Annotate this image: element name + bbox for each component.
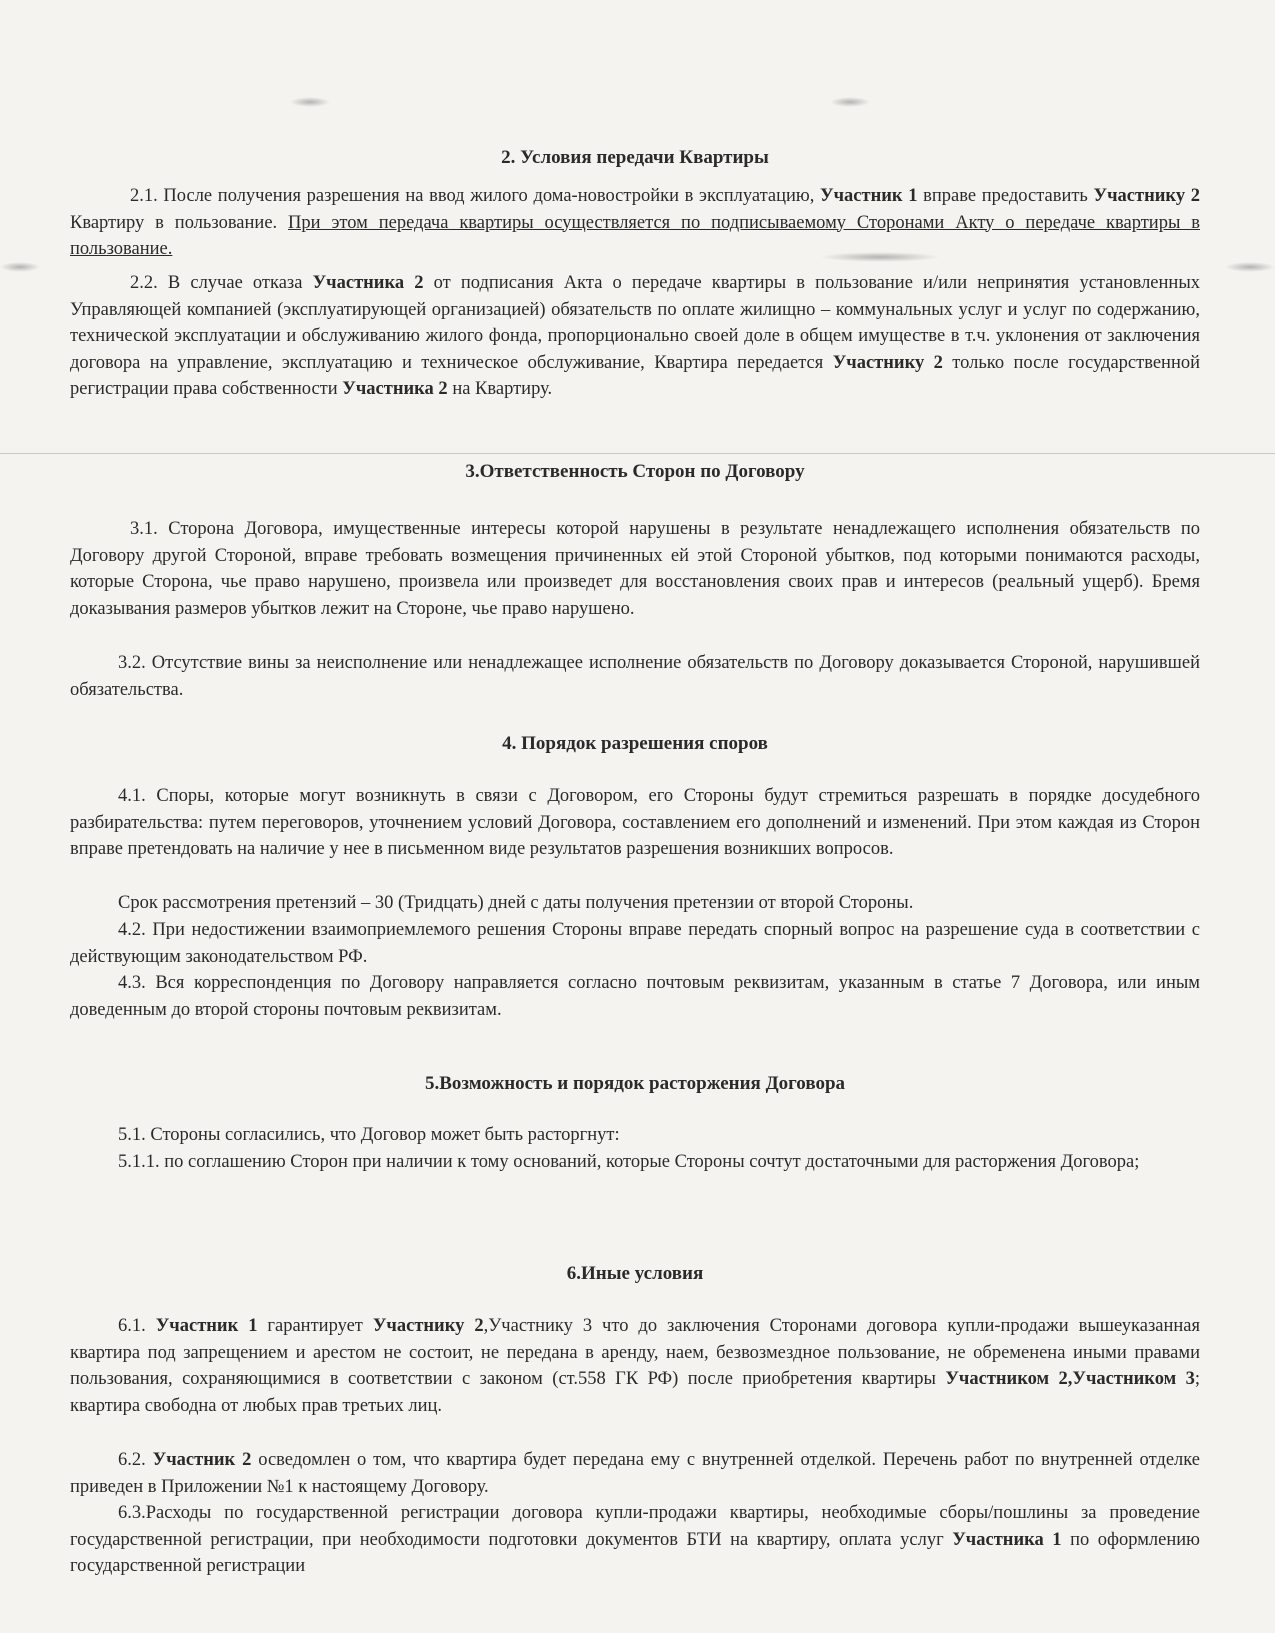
- clause-text: вправе предоставить: [917, 186, 1094, 206]
- section-3-heading: 3.Ответственность Сторон по Договору: [465, 461, 805, 482]
- section-2-heading: 2. Условия передачи Квартиры: [501, 147, 769, 168]
- clause-4-2: 4.2. При недостижении взаимоприемлемого решения Стороны вправе передать спорный вопрос на разрешение суда в соответствии с действующим законодательством РФ.: [70, 920, 1200, 967]
- clause-text: 2.1. После получения разрешения на ввод жилого дома-новостройки в эксплуатацию,: [130, 186, 821, 206]
- clause-text: 6.2.: [118, 1450, 153, 1470]
- party-name: Участника 2: [312, 273, 424, 293]
- clause-text: от подписания Акта о передаче квартиры в пользование и/или непринятия установленных Управляющей компанией (эксплуатирующей организацией) обязательств по оплате жилищно – коммунальных услуг и услуг по содержанию, технической эксплуатации и обслуживанию жилого фонда, пропорционально своей доле в общем имуществе в т.ч. уклонения от заключения договора на управление, эксплуатацию и техническое обслуживание, Квартира передается: [70, 273, 1200, 373]
- scan-artifact: [290, 97, 330, 107]
- clause-5-1: 5.1. Стороны согласились, что Договор может быть расторгнут:: [118, 1125, 620, 1145]
- clause-text: на Квартиру.: [447, 379, 553, 399]
- clause-text: Квартиру в пользование.: [70, 212, 289, 233]
- clause-text: ,Участнику 3 что до заключения Сторонами договора купли-продажи вышеуказанная квартира под запрещением и арестом не состоит, не передана в аренду, наем, безвозмездное пользование, не обременена иными правами пользования, сохраняющимися в соответствии с законом (ст.558 ГК РФ) после приобретения квартиры: [70, 1316, 1200, 1389]
- clause-text: 2.2. В случае отказа: [130, 273, 313, 293]
- party-name: Участник 1: [820, 186, 918, 206]
- clause-text: 6.1.: [118, 1316, 156, 1336]
- scan-artifact: [830, 97, 870, 107]
- clause-text: ; квартира свободна от любых прав третьих лиц.: [70, 1369, 1200, 1416]
- clause-2-1: [70, 183, 1200, 263]
- clause-text: 6.3.Расходы по государственной регистрации договора купли-продажи квартиры, необходимые сборы/пошлины за проведение государственной регистрации, при необходимости подготовки документов БТИ на квартиру, оплата услуг: [70, 1503, 1200, 1550]
- party-name: Участника 1: [952, 1529, 1062, 1550]
- clause-4-1-term: Срок рассмотрения претензий – 30 (Тридцать) дней с даты получения претензии от второй Стороны.: [118, 893, 914, 913]
- party-name: Участника 2: [342, 379, 448, 399]
- underlined-clause-text: При этом передача квартиры осуществляется по подписываемому Сторонами Акту о передаче квартиры в пользование.: [70, 212, 1201, 259]
- clause-text: осведомлен о том, что квартира будет передана ему с внутренней отделкой. Перечень работ по внутренней отделке приведен в Приложении №1 к настоящему Договору.: [70, 1450, 1201, 1497]
- clause-2-2: [70, 270, 1200, 403]
- clause-6-1: [70, 1313, 1200, 1419]
- party-name: Участник 2: [152, 1450, 252, 1470]
- clause-5-1-1: 5.1.1. по соглашению Сторон при наличии к тому оснований, которые Стороны сочтут достаточными для расторжения Договора;: [118, 1152, 1140, 1172]
- clause-4-3: 4.3. Вся корреспонденция по Договору направляется согласно почтовым реквизитам, указанным в статье 7 Договора, или иным доведенным до второй стороны почтовым реквизитам.: [70, 973, 1200, 1020]
- clause-text: гарантирует: [257, 1316, 373, 1336]
- section-6-heading: 6.Иные условия: [566, 1263, 704, 1284]
- scan-line: [0, 453, 1275, 454]
- party-name: Участник 1: [155, 1316, 258, 1336]
- section-4-heading: 4. Порядок разрешения споров: [502, 733, 768, 754]
- scan-artifact: [0, 262, 40, 272]
- party-name: Участнику 2: [372, 1316, 484, 1336]
- clause-6-2: [70, 1447, 1200, 1500]
- clause-6-3: [70, 1500, 1200, 1580]
- clause-4-1: 4.1. Споры, которые могут возникнуть в связи с Договором, его Стороны будут стремиться разрешать в порядке досудебного разбирательства: путем переговоров, уточнением условий Договора, составлением его дополнений и изменений. При этом каждая из Сторон вправе претендовать на наличие у нее в письменном виде результатов разрешения возникших вопросов.: [70, 786, 1200, 859]
- section-5-heading: 5.Возможность и порядок расторжения Договора: [424, 1073, 846, 1094]
- party-name: Участнику 2: [832, 352, 943, 373]
- party-name: Участником 2,Участником 3: [945, 1369, 1195, 1389]
- party-name: Участнику 2: [1093, 186, 1200, 206]
- clause-text: по оформлению государственной регистрации: [70, 1529, 1200, 1576]
- clause-3-2: 3.2. Отсутствие вины за неисполнение или ненадлежащее исполнение обязательств по Договору доказывается Стороной, нарушившей обязательства.: [70, 653, 1200, 700]
- clause-text: только после государственной регистрации права собственности: [70, 352, 1200, 399]
- scan-artifact: [1225, 262, 1275, 272]
- clause-3-1: 3.1. Сторона Договора, имущественные интересы которой нарушены в результате ненадлежащего исполнения обязательств по Договору другой Стороной, вправе требовать возмещения причиненных ей этой Стороной убытков, под которыми понимаются расходы, которые Сторона, чье право нарушено, произвела или произведет для восстановления своих прав и интересов (реальный ущерб). Бремя доказывания размеров убытков лежит на Стороне, чье право нарушено.: [70, 519, 1200, 619]
